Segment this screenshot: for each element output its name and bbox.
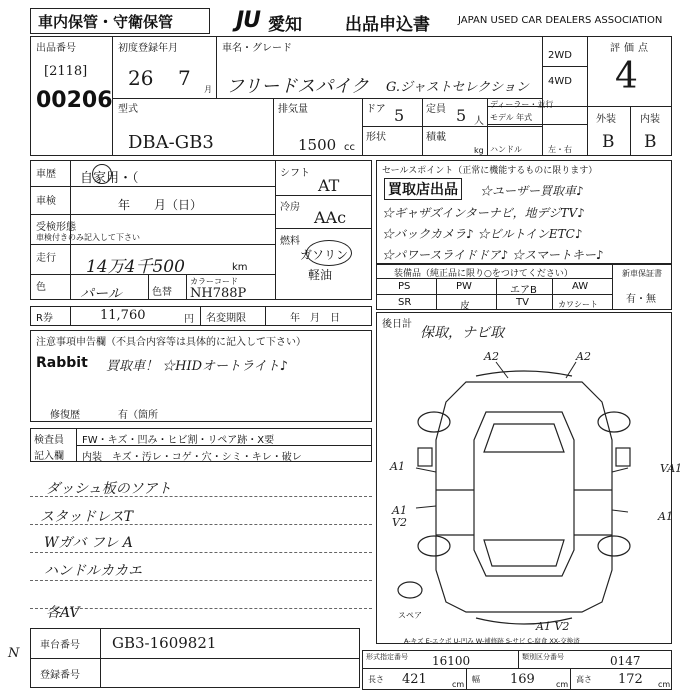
hand-note-1: ダッシュ板のソアト bbox=[46, 481, 172, 497]
inspect-value: 年 月（日） bbox=[118, 198, 203, 212]
notes-title: 注意事項申告欄（不具合内容等は具体的に記入して下さい） bbox=[36, 337, 306, 348]
recv-note: 車検付きのみ記入して下さい bbox=[36, 233, 140, 242]
reg-label: 初度登録年月 bbox=[118, 43, 178, 54]
sales-line-4: ☆パワースライドドア♪ ☆スマートキー♪ bbox=[382, 248, 604, 262]
width-unit: cm bbox=[556, 680, 569, 689]
len-label: 長さ bbox=[368, 675, 384, 684]
lot-number: 00206 bbox=[36, 88, 113, 113]
capacity-unit: 人 bbox=[474, 116, 484, 127]
ext-score: B bbox=[602, 132, 615, 152]
doors-label: ドア bbox=[366, 104, 386, 115]
rabbit-logo: Rabbit bbox=[36, 355, 88, 371]
capacity-value: 5 bbox=[456, 106, 467, 125]
car-grade: G.ジャストセレクション bbox=[386, 80, 529, 95]
name-change-value: 年 月 日 bbox=[290, 313, 340, 324]
name-change-label: 名変期限 bbox=[206, 313, 246, 324]
cert-value: 16100 bbox=[432, 654, 471, 668]
recv-label: 受検形態 bbox=[36, 222, 76, 233]
handle-label: ハンドル bbox=[490, 145, 522, 154]
model-label: 型式 bbox=[118, 104, 138, 115]
recycle-value: 11,760 bbox=[100, 308, 146, 323]
mileage-value: 14万4千500 bbox=[86, 257, 185, 277]
entry-label: 記入欄 bbox=[34, 451, 64, 462]
margin-mark: N bbox=[8, 646, 20, 661]
use-value: 自家用・（ bbox=[80, 171, 139, 186]
reg-month: 7 bbox=[178, 66, 191, 90]
car-name: フリードスパイク bbox=[226, 76, 369, 97]
equip-ps: PS bbox=[398, 281, 411, 292]
form-title: 出品申込書 bbox=[345, 15, 430, 35]
equip-label: 装備品（純正品に限り○をつけてください） bbox=[394, 269, 573, 279]
mark-v2-left: V2 bbox=[392, 516, 407, 529]
ac-label: 冷房 bbox=[280, 202, 300, 213]
handle-lr: 左・右 bbox=[548, 145, 572, 154]
inspector-label: 検査員 bbox=[34, 435, 64, 446]
fuel-diesel: 軽油 bbox=[308, 268, 333, 282]
width-label: 幅 bbox=[472, 675, 480, 684]
mark-bottom: A1 V2 bbox=[536, 620, 570, 633]
mark-va1-right: VA1 bbox=[660, 462, 683, 475]
height-value: 172 bbox=[618, 672, 643, 687]
use-label: 車歴 bbox=[36, 169, 56, 180]
drive-2wd: 2WD bbox=[548, 50, 572, 61]
color-label: 色 bbox=[36, 282, 46, 293]
model-value: DBA-GB3 bbox=[128, 132, 214, 153]
association-name: JAPAN USED CAR DEALERS ASSOCIATION bbox=[458, 15, 663, 26]
buy-shop-label: 買取店出品 bbox=[384, 178, 462, 200]
lot-sub: [2118] bbox=[44, 64, 88, 79]
color-no-label: 色替 bbox=[152, 287, 172, 298]
disp-unit: cc bbox=[344, 142, 355, 153]
hand-note-4: ハンドルカカエ bbox=[44, 563, 142, 579]
sales-line-1: ☆ユーザー買取車♪ bbox=[480, 184, 584, 198]
shape-label: 形状 bbox=[366, 132, 386, 143]
ac-value: AAc bbox=[314, 208, 347, 227]
cert-label: 形式指定番号 bbox=[366, 653, 408, 661]
color-code-label: カラーコード bbox=[190, 277, 238, 286]
hand-note-2: スタッドレスT bbox=[40, 509, 133, 525]
new-warranty-label: 新車保証書 bbox=[622, 269, 662, 278]
ju-logo: JU bbox=[236, 8, 261, 33]
mark-a1-right-2: A1 bbox=[658, 510, 673, 523]
reg-month-unit: 月 bbox=[204, 85, 212, 94]
fuel-gas: ガソリン bbox=[300, 248, 349, 262]
recycle-unit: 円 bbox=[184, 314, 194, 325]
mark-a1-left: A1 bbox=[390, 460, 405, 473]
inspect-label: 車検 bbox=[36, 196, 56, 207]
equip-ab: エアB bbox=[510, 285, 537, 296]
mileage-label: 走行 bbox=[36, 253, 56, 264]
score-label: 評価点 bbox=[610, 43, 652, 54]
equip-aw: AW bbox=[572, 281, 589, 292]
repair-value: 有（箇所 bbox=[118, 410, 158, 421]
load-unit: kg bbox=[474, 146, 484, 155]
sales-title: セールスポイント（正常に機能するものに限ります） bbox=[382, 166, 598, 176]
rabbit-text: 買取車！ ☆HIDオートライト♪ bbox=[106, 359, 288, 374]
ext-label: 外装 bbox=[596, 114, 616, 125]
name-label: 車名・グレード bbox=[222, 43, 292, 54]
equip-sr: SR bbox=[398, 297, 412, 308]
drive-4wd: 4WD bbox=[548, 76, 572, 87]
model-year-label: モデル 年式 bbox=[490, 113, 533, 122]
plate-label: 登録番号 bbox=[40, 670, 80, 681]
class-label: 類別区分番号 bbox=[522, 653, 564, 661]
mileage-unit: km bbox=[232, 262, 248, 273]
int-score: B bbox=[644, 132, 657, 152]
spare-label: スペア bbox=[398, 611, 422, 620]
load-label: 積載 bbox=[426, 132, 446, 143]
inspection-row-2-label: 内装 bbox=[82, 452, 102, 463]
reg-year: 26 bbox=[128, 66, 154, 90]
after-title: 後日計 bbox=[382, 319, 412, 330]
dealer-label: ディーラー・並行 bbox=[490, 100, 554, 109]
len-unit: cm bbox=[452, 680, 465, 689]
len-value: 421 bbox=[402, 672, 427, 687]
class-value: 0147 bbox=[610, 654, 641, 668]
shift-value: AT bbox=[318, 176, 340, 195]
recycle-label: R券 bbox=[36, 313, 53, 324]
use-circle bbox=[92, 164, 112, 184]
capacity-label: 定員 bbox=[426, 104, 446, 115]
int-label: 内装 bbox=[640, 114, 660, 125]
width-value: 169 bbox=[510, 672, 535, 687]
hand-note-3: Wガバ フレ A bbox=[44, 535, 133, 551]
new-warranty-value: 有・無 bbox=[626, 294, 656, 305]
region-label: 愛知 bbox=[268, 15, 302, 35]
equip-kawa: カワシート bbox=[558, 300, 598, 309]
hand-note-5: 各AV bbox=[46, 605, 80, 621]
height-unit: cm bbox=[658, 680, 671, 689]
equip-leather: 皮 bbox=[460, 301, 470, 312]
disp-label: 排気量 bbox=[278, 104, 308, 115]
storage-label: 車内保管・守衛保管 bbox=[38, 13, 174, 31]
equip-pw: PW bbox=[456, 281, 472, 292]
frame-value: GB3-1609821 bbox=[112, 634, 217, 652]
sales-line-3: ☆バックカメラ♪ ☆ビルトインETC♪ bbox=[382, 227, 583, 241]
repair-label: 修復歴 bbox=[50, 410, 80, 421]
car-diagram bbox=[376, 340, 672, 640]
score-value: 4 bbox=[615, 56, 638, 97]
color-code: NH788P bbox=[190, 286, 247, 301]
after-value: 保取，ナビ取 bbox=[420, 325, 504, 341]
inspection-row-2: キズ・汚レ・コゲ・穴・シミ・キレ・破レ bbox=[112, 452, 302, 463]
fuel-label: 燃料 bbox=[280, 236, 300, 247]
height-label: 高さ bbox=[576, 675, 592, 684]
sales-line-2: ☆ギャザズインターナビ，地デジTV♪ bbox=[382, 206, 585, 220]
inspection-row-1: FW・キズ・凹み・ヒビ割・リペア跡・X要 bbox=[82, 435, 275, 446]
fuel-circle bbox=[306, 240, 352, 266]
mark-a1-left-2: A1 bbox=[392, 504, 407, 517]
damage-legend: A-キズ E-エクボ U-凹み W-補修跡 S-サビ C-腐食 XX-交換済 bbox=[404, 637, 580, 645]
disp-value: 1500 bbox=[298, 136, 337, 154]
doors-value: 5 bbox=[394, 106, 405, 125]
color-value: パール bbox=[80, 286, 122, 302]
frame-label: 車台番号 bbox=[40, 640, 80, 651]
mark-a2-top-left: A2 bbox=[484, 350, 499, 363]
lot-label: 出品番号 bbox=[36, 43, 76, 54]
shift-label: シフト bbox=[280, 168, 310, 179]
equip-tv: TV bbox=[516, 297, 529, 308]
mark-a2-top-right: A2 bbox=[576, 350, 591, 363]
